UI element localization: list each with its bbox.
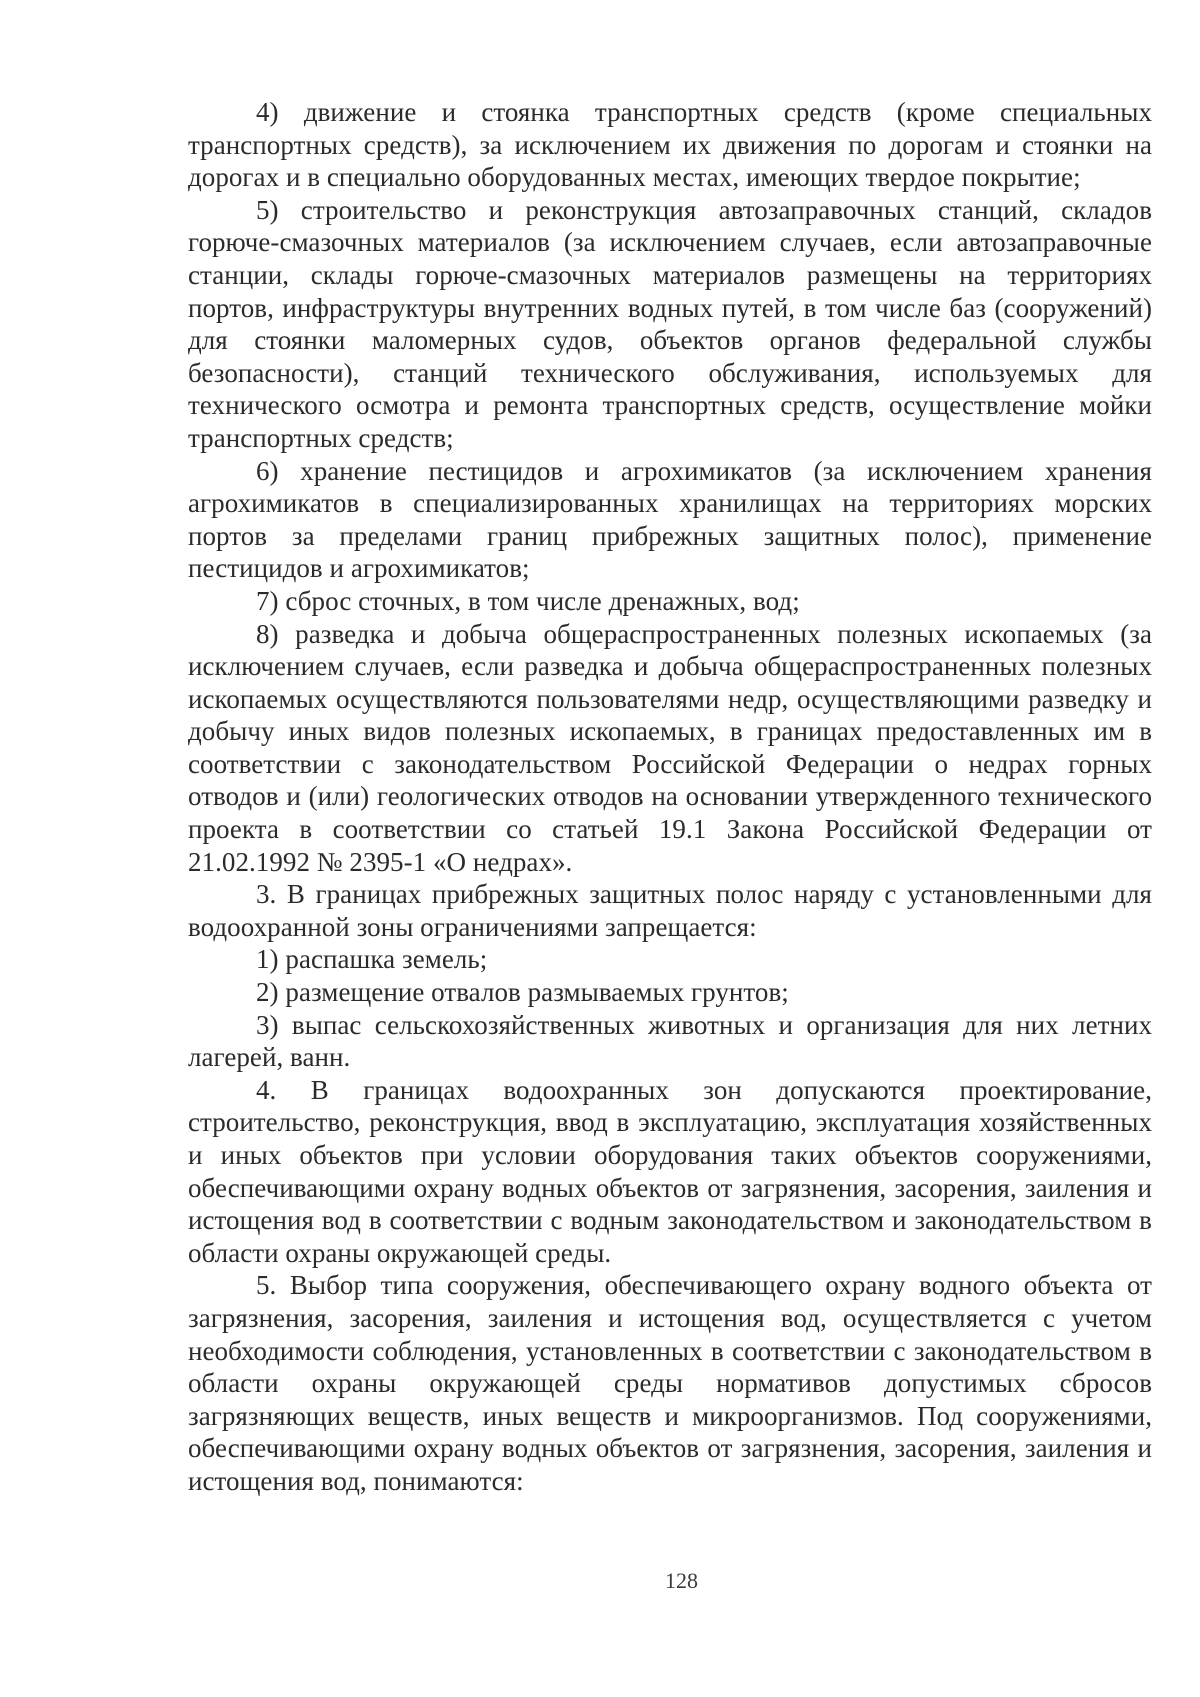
paragraph-item-4-vehicles: 4) движение и стоянка транспортных средств (кроме специальных транспортных средств), за исключением их движения по дорогам и стоянки на дорогах и в специально оборудованных местах, имеющих твердое покрытие; — [188, 97, 1152, 193]
paragraph-section-3-item-1: 1) распашка земель; — [256, 944, 488, 975]
paragraph-item-5-construction: 5) строительство и реконструкция автозаправочных станций, складов горюче-смазочных материалов (за исключением случаев, если автозаправочные станции, склады горюче-смазочных материалов размещены на территориях портов, инфраструктуры внутренних водных путей, в том числе баз (сооружений) для стоянки маломерных судов, объектов органов федеральной службы безопасности), станций технического обслуживания, используемых для технического осмотра и ремонта транспортных средств, осуществление мойки транспортных средств; — [188, 194, 1152, 453]
paragraph-section-4: 4. В границах водоохранных зон допускаются проектирование, строительство, реконструкция, ввод в эксплуатацию, эксплуатация хозяйственных и иных объектов при условии оборудования таких объектов сооружениями, обеспечивающими охрану водных объектов от загрязнения, засорения, заиления и истощения вод в соответствии с водным законодательством и законодательством в области охраны окружающей среды. — [188, 1074, 1152, 1268]
paragraph-section-3-item-3: 3) выпас сельскохозяйственных животных и организация для них летних лагерей, ванн. — [188, 1009, 1152, 1073]
page-number: 128 — [665, 1568, 698, 1593]
paragraph-section-3-item-2: 2) размещение отвалов размываемых грунтов; — [256, 977, 789, 1008]
paragraph-item-8-minerals: 8) разведка и добыча общераспространенных полезных ископаемых (за исключением случаев, если разведка и добыча общераспространенных полезных ископаемых осуществляются пользователями недр, осуществляющими разведку и добычу иных видов полезных ископаемых, в границах предоставленных им в соответствии с законодательством Российской Федерации о недрах горных отводов и (или) геологических отводов на основании утвержденного технического проекта в соответствии со статьей 19.1 Закона Российской Федерации от 21.02.1992 № 2395-1 «О недрах». — [188, 618, 1152, 877]
paragraph-section-5: 5. Выбор типа сооружения, обеспечивающего охрану водного объекта от загрязнения, засорения, заиления и истощения вод, осуществляется с учетом необходимости соблюдения, установленных в соответствии с законодательством в области охраны окружающей среды нормативов допустимых сбросов загрязняющих веществ, иных веществ и микроорганизмов. Под сооружениями, обеспечивающими охрану водных объектов от загрязнения, засорения, заиления и истощения вод, понимаются: — [188, 1270, 1152, 1496]
document-body — [188, 96, 1152, 1498]
paragraph-item-7-wastewater: 7) сброс сточных, в том числе дренажных, вод; — [256, 585, 800, 616]
paragraph-item-6-pesticides: 6) хранение пестицидов и агрохимикатов (за исключением хранения агрохимикатов в специализированных хранилищах на территориях морских портов за пределами границ прибрежных защитных полос), применение пестицидов и агрохимикатов; — [188, 455, 1152, 584]
paragraph-section-3: 3. В границах прибрежных защитных полос наряду с установленными для водоохранной зоны ограничениями запрещается: — [188, 879, 1152, 942]
